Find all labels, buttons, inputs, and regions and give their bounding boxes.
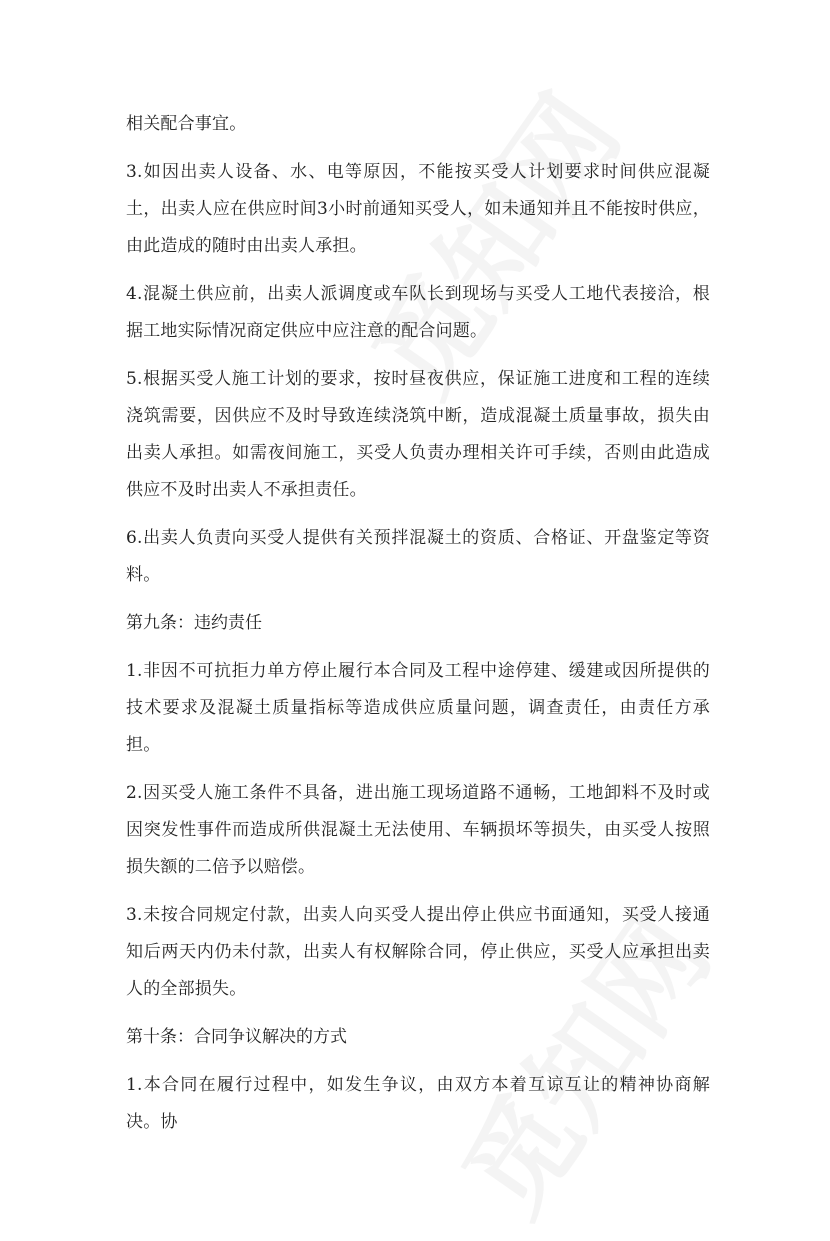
paragraph-clause-9-2: 2.因买受人施工条件不具备，进出施工现场道路不通畅，工地卸料不及时或因突发性事件而造成所供混凝土无法使用、车辆损坏等损失，由买受人按照损失额的二倍予以赔偿。 [126,783,710,877]
paragraph-clause-10-1: 1.本合同在履行过程中，如发生争议，由双方本着互谅互让的精神协商解决。协 [126,1075,710,1132]
paragraph-clause-8-3: 3.如因出卖人设备、水、电等原因，不能按买受人计划要求时间供应混凝土，出卖人应在供应时间3小时前通知买受人，如未通知并且不能按时供应，由此造成的随时由出卖人承担。 [126,162,710,256]
paragraph-clause-9-1: 1.非因不可抗拒力单方停止履行本合同及工程中途停建、缓建或因所提供的技术要求及混凝土质量指标等造成供应质量问题，调查责任，由责任方承担。 [126,661,710,755]
document-body [126,106,710,1152]
section-heading-article-10: 第十条：合同争议解决的方式 [126,1027,347,1047]
paragraph-clause-9-3: 3.未按合同规定付款，出卖人向买受人提出停止供应书面通知，买受人接通知后两天内仍未付款，出卖人有权解除合同，停止供应，买受人应承担出卖人的全部损失。 [126,905,710,999]
paragraph-clause-8-4: 4.混凝土供应前，出卖人派调度或车队长到现场与买受人工地代表接洽，根据工地实际情况商定供应中应注意的配合问题。 [126,284,710,341]
paragraph-clause-8-5: 5.根据买受人施工计划的要求，按时昼夜供应，保证施工进度和工程的连续浇筑需要，因供应不及时导致连续浇筑中断，造成混凝土质量事故，损失由出卖人承担。如需夜间施工，买受人负责办理相关许可手续，否则由此造成供应不及时出卖人不承担责任。 [126,369,710,500]
section-heading-article-9: 第九条：违约责任 [126,613,262,633]
paragraph-continuation: 相关配合事宜。 [126,114,247,134]
paragraph-clause-8-6: 6.出卖人负责向买受人提供有关预拌混凝土的资质、合格证、开盘鉴定等资料。 [126,528,710,585]
